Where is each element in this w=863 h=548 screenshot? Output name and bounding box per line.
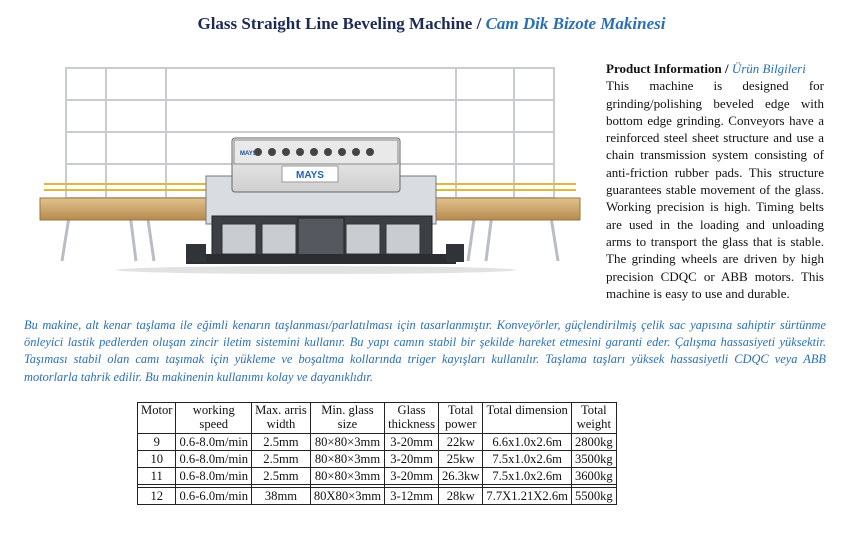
product-info-heading <box>606 60 824 77</box>
header-line: speed <box>199 417 229 431</box>
table-cell: 3-20mm <box>385 468 439 485</box>
title-turkish: Cam Dik Bizote Makinesi <box>485 14 666 33</box>
header-min-glass-size <box>310 403 384 434</box>
table-cell: 7.5x1.0x2.6m <box>483 451 572 468</box>
header-line: weight <box>576 417 611 431</box>
table-cell: 80×80×3mm <box>310 468 384 485</box>
table-cell: 2.5mm <box>252 434 311 451</box>
table-cell: 3-20mm <box>385 434 439 451</box>
table-cell: 0.6-6.0m/min <box>176 488 252 505</box>
header-motor <box>138 403 176 434</box>
table-cell: 3600kg <box>571 468 616 485</box>
table-header-row <box>138 403 617 434</box>
table-cell: 28kw <box>438 488 482 505</box>
header-line: size <box>337 417 358 431</box>
product-information <box>606 60 824 302</box>
title-english: Glass Straight Line Beveling Machine <box>197 14 473 33</box>
table-cell: 12 <box>138 488 176 505</box>
table-cell: 5500kg <box>571 488 616 505</box>
table-cell: 3-20mm <box>385 451 439 468</box>
header-total-power <box>438 403 482 434</box>
table-cell: 26.3kw <box>438 468 482 485</box>
turkish-description: Bu makine, alt kenar taşlama ile eğimli kenarın taşlanması/parlatılması için tasarlanmıştır. Konveyörler, güçlendirilmiş çelik sac yapısına sahiptir sürtünme önleyici lastik pedlerden oluşan zincir iletim sistemini kullanır. Bu yapı camın stabil bir şekilde hareket etmesini garanti eder. Çalışma hassasiyeti yüksektir. Taşıması stabil olan camı taşımak için yükleme ve boşaltma kollarında triger kayışları kullanılır. Taşlama taşları yüksek hassasiyetli CDQC veya ABB motorlarla tahrik edilir. Bu makinenin kullanımı kolay ve dayanıklıdır. <box>24 318 826 384</box>
header-line: power <box>444 417 477 431</box>
table-row <box>138 451 617 468</box>
table-row <box>138 488 617 505</box>
table-cell: 2800kg <box>571 434 616 451</box>
table-cell: 10 <box>138 451 176 468</box>
header-working-speed <box>176 403 252 434</box>
table-cell: 2.5mm <box>252 468 311 485</box>
header-glass-thickness <box>385 403 439 434</box>
table-cell: 0.6-8.0m/min <box>176 468 252 485</box>
header-line: Min. glass <box>321 403 374 417</box>
svg-text:MAYS: MAYS <box>240 151 257 157</box>
header-line: Total <box>447 403 474 417</box>
table-cell: 80×80×3mm <box>310 434 384 451</box>
header-line: thickness <box>388 417 435 431</box>
table-row <box>138 468 617 485</box>
table-cell: 25kw <box>438 451 482 468</box>
header-line: Max. arris <box>255 403 307 417</box>
page-title <box>0 14 863 34</box>
table-cell: 3-12mm <box>385 488 439 505</box>
table-cell: 80X80×3mm <box>310 488 384 505</box>
brand-logo: MAYS <box>296 170 324 181</box>
header-line: working <box>192 403 235 417</box>
table-cell: 80×80×3mm <box>310 451 384 468</box>
header-max-arris-width <box>252 403 311 434</box>
header-line: Glass <box>397 403 426 417</box>
product-info-heading-english: Product Information <box>606 61 722 76</box>
table-cell: 7.7X1.21X2.6m <box>483 488 572 505</box>
table-cell: 22kw <box>438 434 482 451</box>
table-cell: 7.5x1.0x2.6m <box>483 468 572 485</box>
table-cell: 3500kg <box>571 451 616 468</box>
header-total-dimension <box>483 403 572 434</box>
specifications-table <box>137 402 617 505</box>
table-cell: 6.6x1.0x2.6m <box>483 434 572 451</box>
table-row <box>138 434 617 451</box>
header-line: Total <box>580 403 607 417</box>
beveling-machine-illustration <box>36 56 584 306</box>
table-cell: 9 <box>138 434 176 451</box>
table-cell: 0.6-8.0m/min <box>176 451 252 468</box>
product-info-heading-turkish: Ürün Bilgileri <box>731 61 806 76</box>
product-info-heading-separator: / <box>721 61 732 76</box>
header-line: width <box>266 417 296 431</box>
title-separator: / <box>472 14 486 33</box>
table-cell: 0.6-8.0m/min <box>176 434 252 451</box>
table-cell: 11 <box>138 468 176 485</box>
table-cell: 38mm <box>252 488 311 505</box>
header-line: Total dimension <box>486 403 568 417</box>
table-cell: 2.5mm <box>252 451 311 468</box>
header-total-weight <box>571 403 616 434</box>
product-info-body: This machine is designed for grinding/polishing beveled edge with bottom edge grinding. Conveyors have a reinforced steel sheet structure and use a chain transmission system consisting of anti-friction rubber pads. This structure guarantees stable movement of the glass. Working precision is high. Timing belts are used in the loading and unloading arms to transport the glass that is stable. The grinding wheels are driven by high precision CDQC or ABB motors. This machine is easy to use and durable. <box>606 78 824 301</box>
header-line: Motor <box>141 403 173 417</box>
